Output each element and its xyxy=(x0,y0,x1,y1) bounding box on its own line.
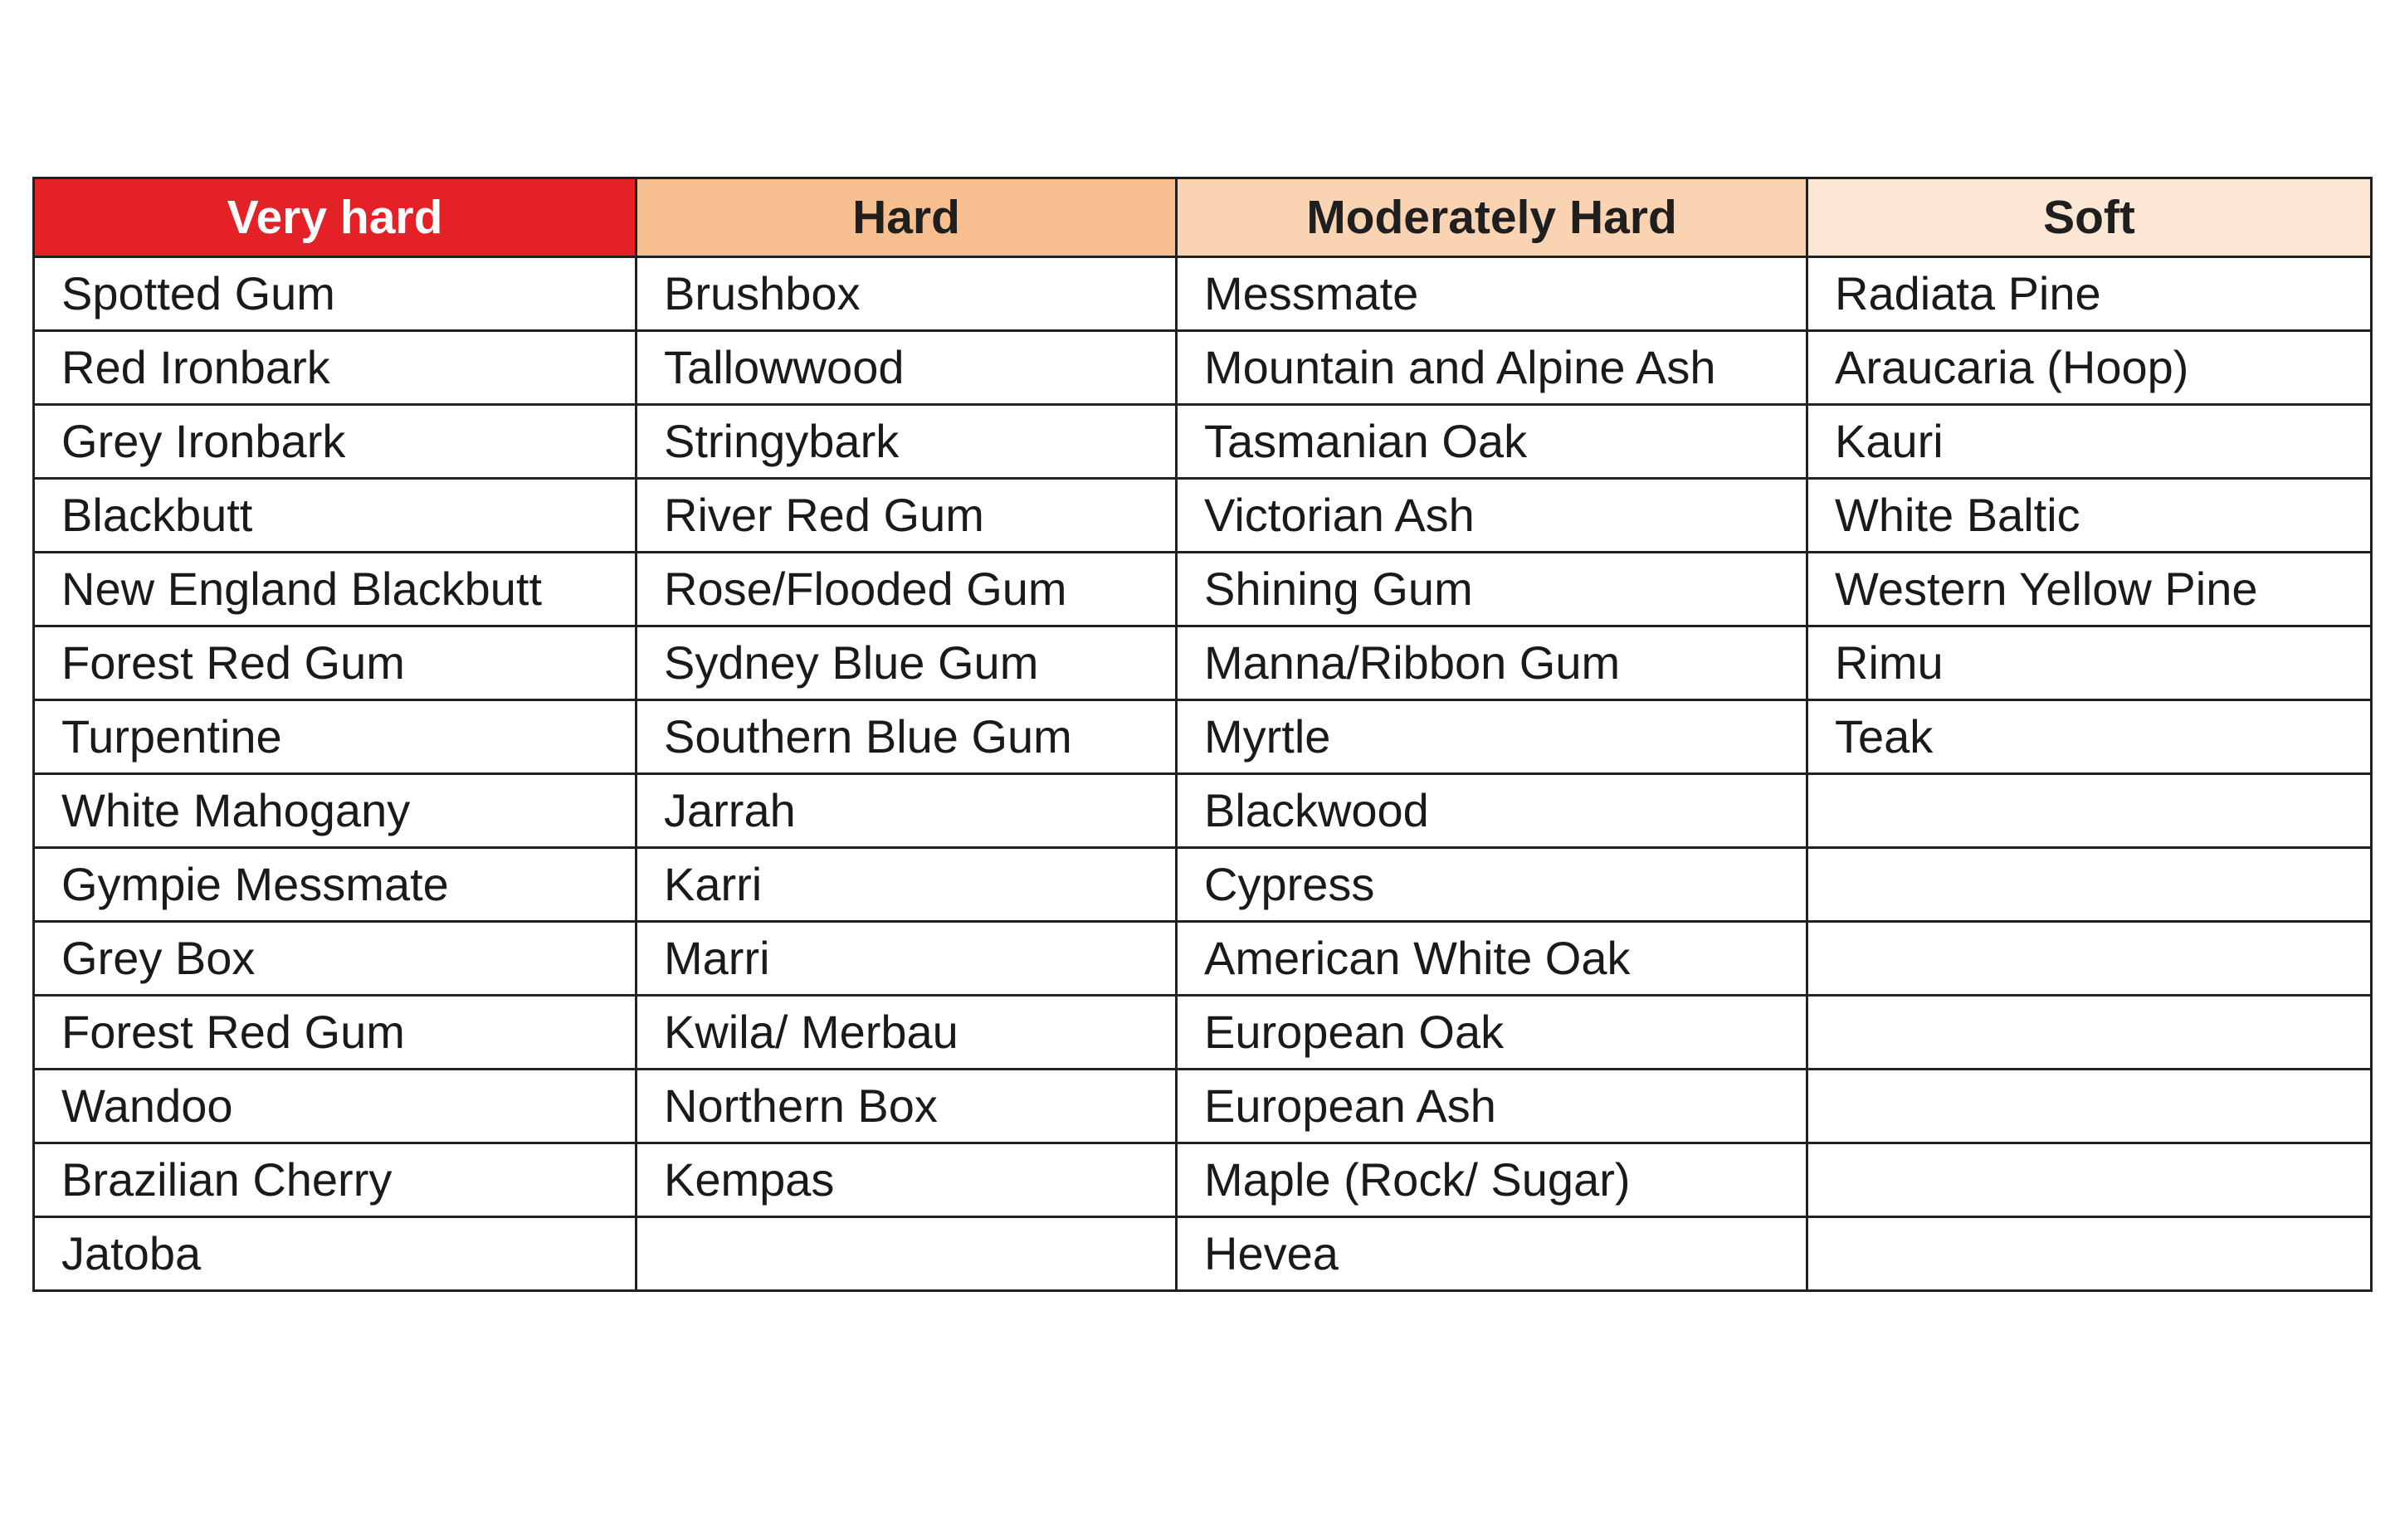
cell-soft xyxy=(1807,922,2372,996)
cell-soft: Rimu xyxy=(1807,626,2372,700)
cell-moderately-hard: American White Oak xyxy=(1177,922,1807,996)
table-row xyxy=(34,553,2372,626)
cell-moderately-hard: Mountain and Alpine Ash xyxy=(1177,331,1807,405)
cell-hard: Jarrah xyxy=(637,774,1177,848)
header-very-hard: Very hard xyxy=(34,178,637,257)
table-row xyxy=(34,700,2372,774)
cell-soft xyxy=(1807,1217,2372,1291)
cell-hard xyxy=(637,1217,1177,1291)
cell-moderately-hard: Myrtle xyxy=(1177,700,1807,774)
cell-hard: Southern Blue Gum xyxy=(637,700,1177,774)
cell-soft xyxy=(1807,996,2372,1070)
cell-hard: Brushbox xyxy=(637,257,1177,331)
table-row xyxy=(34,1143,2372,1217)
table-row xyxy=(34,626,2372,700)
cell-hard: Tallowwood xyxy=(637,331,1177,405)
cell-soft xyxy=(1807,1143,2372,1217)
cell-soft: Teak xyxy=(1807,700,2372,774)
header-hard: Hard xyxy=(637,178,1177,257)
table-row xyxy=(34,774,2372,848)
cell-soft: Araucaria (Hoop) xyxy=(1807,331,2372,405)
header-soft: Soft xyxy=(1807,178,2372,257)
cell-hard: Marri xyxy=(637,922,1177,996)
header-moderately-hard: Moderately Hard xyxy=(1177,178,1807,257)
cell-soft xyxy=(1807,774,2372,848)
cell-moderately-hard: Maple (Rock/ Sugar) xyxy=(1177,1143,1807,1217)
cell-hard: Kwila/ Merbau xyxy=(637,996,1177,1070)
cell-very-hard: Forest Red Gum xyxy=(34,626,637,700)
cell-hard: Sydney Blue Gum xyxy=(637,626,1177,700)
cell-moderately-hard: Tasmanian Oak xyxy=(1177,405,1807,479)
cell-very-hard: Grey Ironbark xyxy=(34,405,637,479)
table-row xyxy=(34,331,2372,405)
cell-very-hard: White Mahogany xyxy=(34,774,637,848)
table-row xyxy=(34,405,2372,479)
cell-very-hard: Red Ironbark xyxy=(34,331,637,405)
table-row xyxy=(34,996,2372,1070)
cell-moderately-hard: Blackwood xyxy=(1177,774,1807,848)
cell-moderately-hard: European Ash xyxy=(1177,1070,1807,1143)
cell-very-hard: Wandoo xyxy=(34,1070,637,1143)
cell-very-hard: Blackbutt xyxy=(34,479,637,553)
cell-hard: Northern Box xyxy=(637,1070,1177,1143)
cell-moderately-hard: Hevea xyxy=(1177,1217,1807,1291)
table-row xyxy=(34,1217,2372,1291)
cell-very-hard: New England Blackbutt xyxy=(34,553,637,626)
cell-hard: Stringybark xyxy=(637,405,1177,479)
cell-moderately-hard: Victorian Ash xyxy=(1177,479,1807,553)
cell-hard: Kempas xyxy=(637,1143,1177,1217)
timber-hardness-table xyxy=(32,177,2373,1292)
cell-hard: Karri xyxy=(637,848,1177,922)
cell-moderately-hard: Cypress xyxy=(1177,848,1807,922)
table-row xyxy=(34,848,2372,922)
cell-moderately-hard: Manna/Ribbon Gum xyxy=(1177,626,1807,700)
cell-soft: Western Yellow Pine xyxy=(1807,553,2372,626)
cell-moderately-hard: European Oak xyxy=(1177,996,1807,1070)
table-row xyxy=(34,1070,2372,1143)
cell-moderately-hard: Shining Gum xyxy=(1177,553,1807,626)
cell-soft: Kauri xyxy=(1807,405,2372,479)
header-row xyxy=(34,178,2372,257)
cell-hard: River Red Gum xyxy=(637,479,1177,553)
cell-moderately-hard: Messmate xyxy=(1177,257,1807,331)
cell-soft: White Baltic xyxy=(1807,479,2372,553)
cell-soft xyxy=(1807,1070,2372,1143)
cell-very-hard: Gympie Messmate xyxy=(34,848,637,922)
cell-soft: Radiata Pine xyxy=(1807,257,2372,331)
table-body xyxy=(34,257,2372,1291)
table-row xyxy=(34,257,2372,331)
cell-very-hard: Forest Red Gum xyxy=(34,996,637,1070)
table-row xyxy=(34,922,2372,996)
cell-very-hard: Grey Box xyxy=(34,922,637,996)
table-row xyxy=(34,479,2372,553)
cell-hard: Rose/Flooded Gum xyxy=(637,553,1177,626)
cell-very-hard: Jatoba xyxy=(34,1217,637,1291)
cell-very-hard: Spotted Gum xyxy=(34,257,637,331)
cell-very-hard: Brazilian Cherry xyxy=(34,1143,637,1217)
cell-soft xyxy=(1807,848,2372,922)
cell-very-hard: Turpentine xyxy=(34,700,637,774)
